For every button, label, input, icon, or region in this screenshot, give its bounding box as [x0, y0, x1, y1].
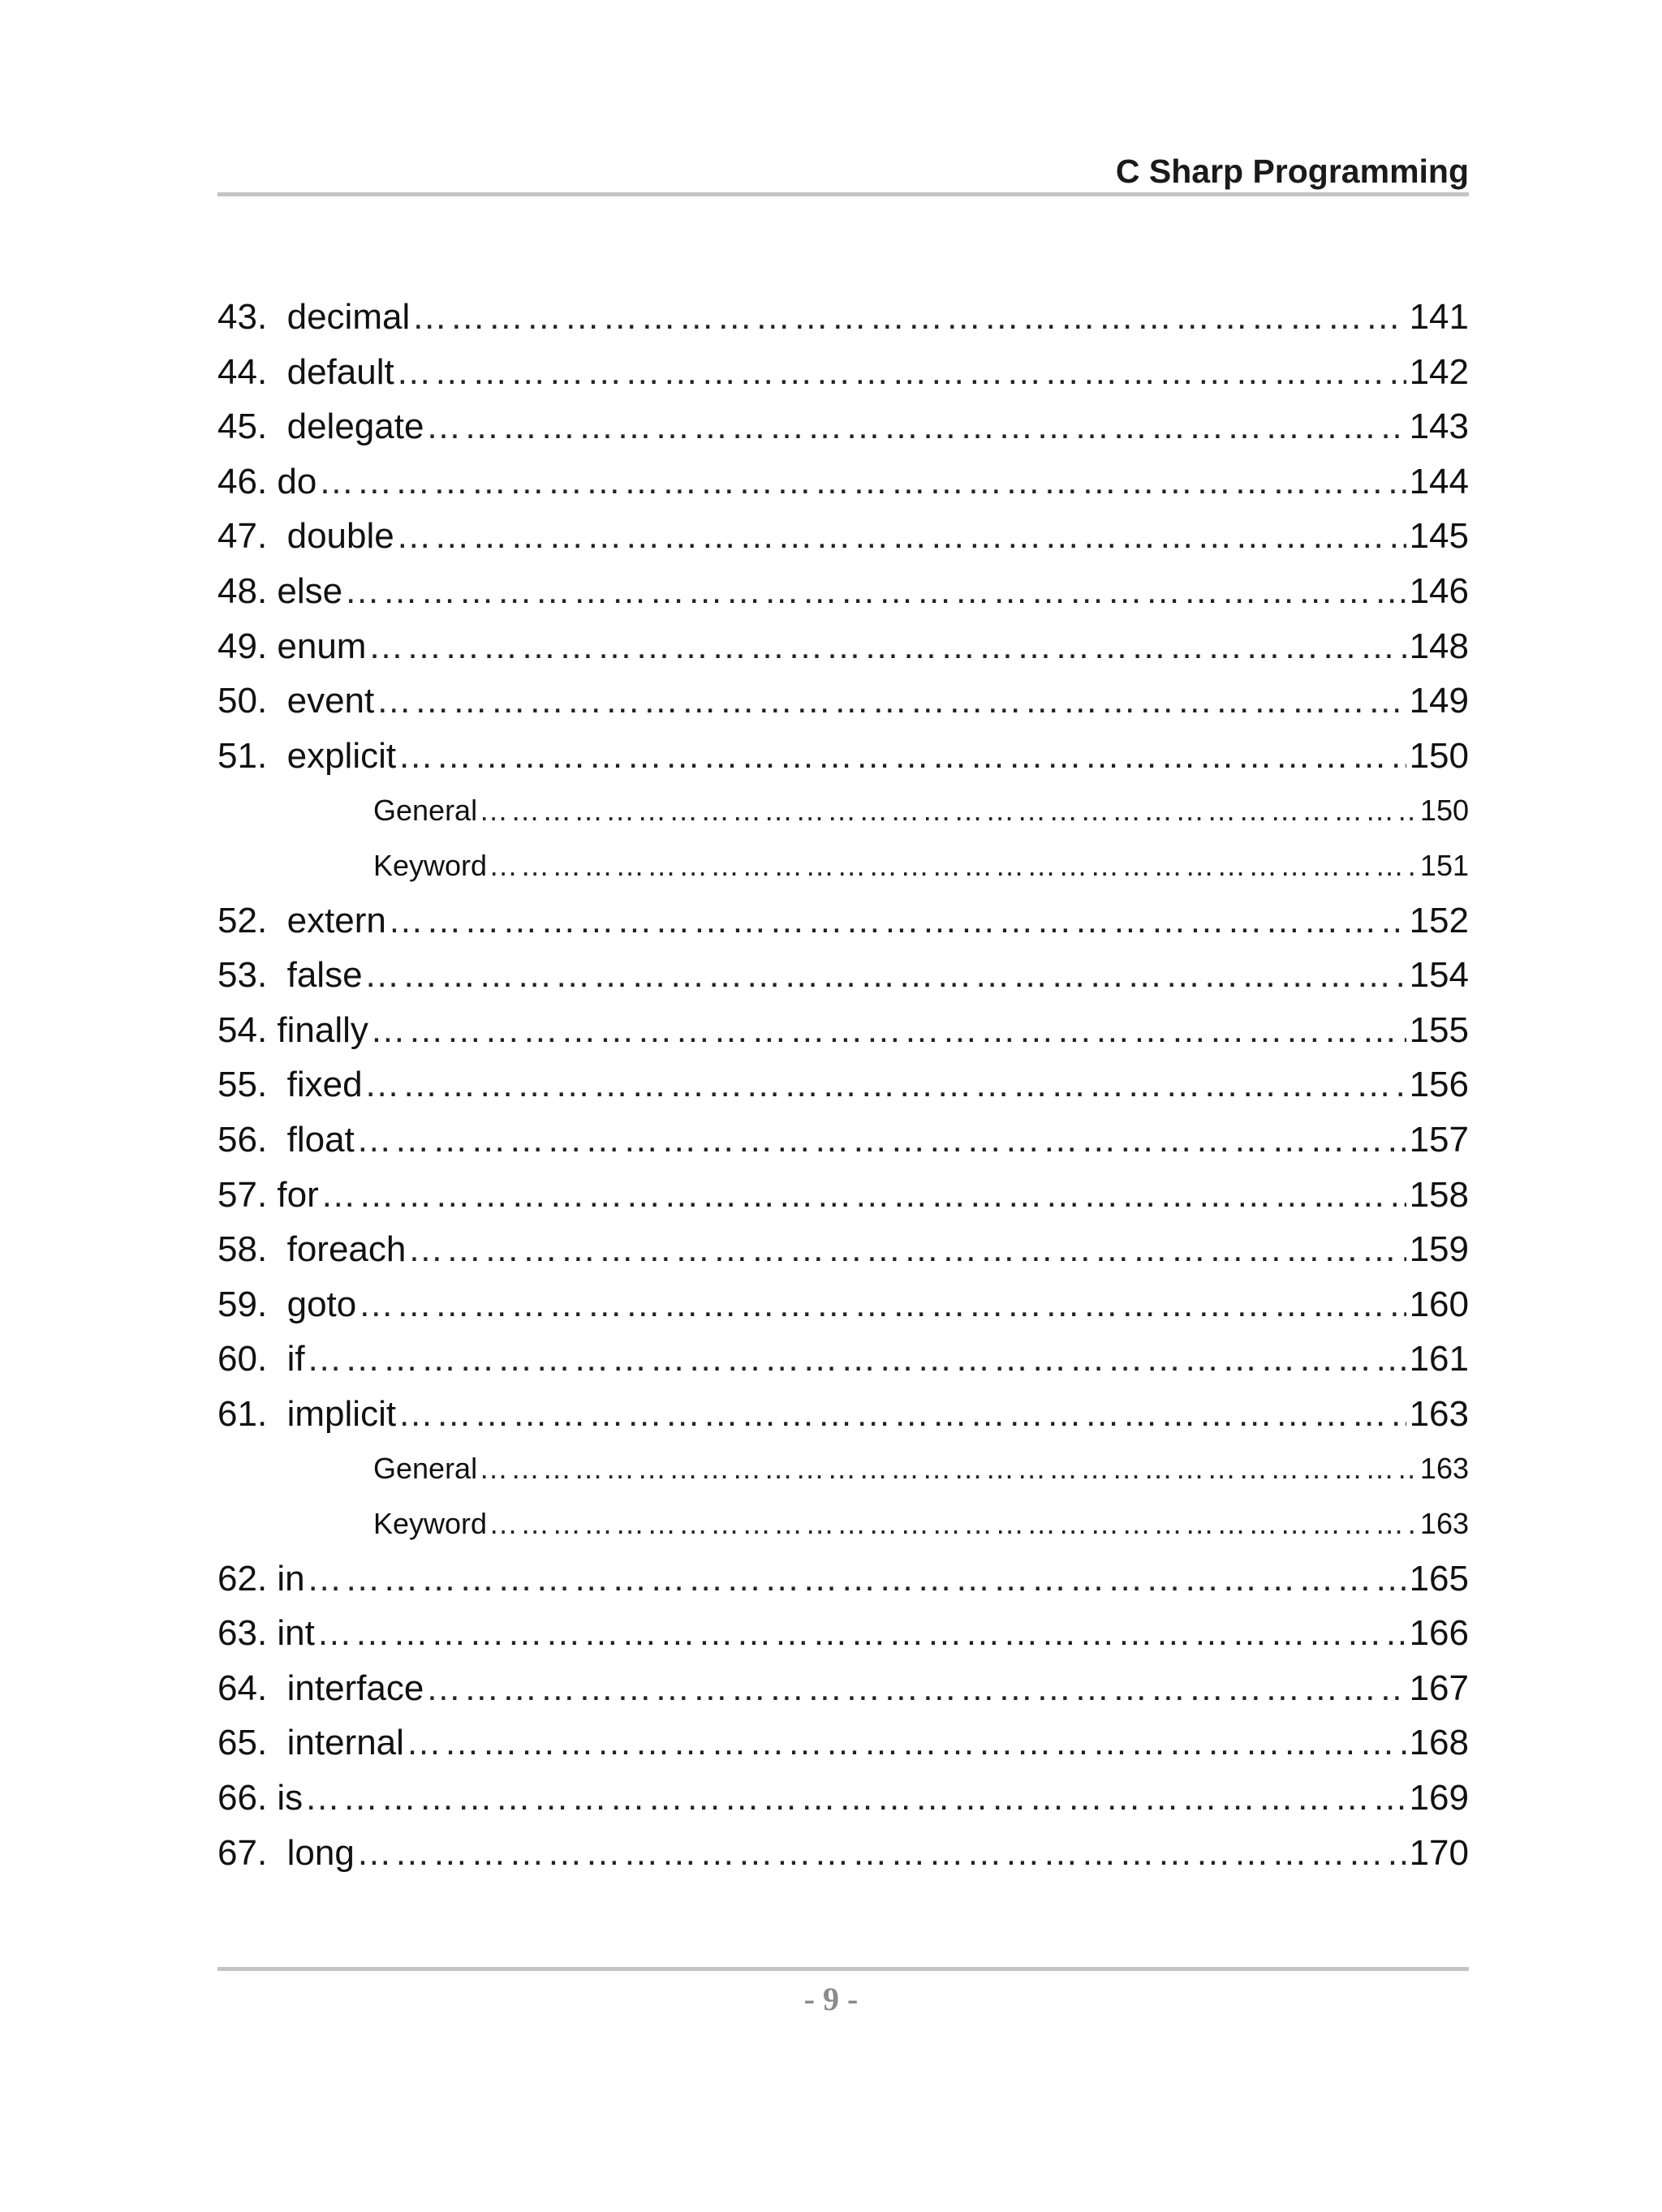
toc-entry — [217, 1606, 1469, 1661]
toc-entry — [217, 290, 1469, 345]
dot-leader — [398, 729, 1406, 784]
toc-entry — [217, 454, 1469, 510]
toc-subentry — [217, 838, 1469, 893]
toc-entry-label: 53. false — [217, 955, 363, 996]
toc-entry-page: 169 — [1409, 1778, 1469, 1818]
toc-entry-label: 47. double — [217, 516, 394, 557]
toc-entry-page: 165 — [1409, 1558, 1469, 1599]
dot-leader — [425, 1661, 1406, 1716]
toc-entry-label: 60. if — [217, 1339, 305, 1379]
toc-entry — [217, 1277, 1469, 1332]
footer-rule — [217, 1967, 1469, 1971]
toc-entry-label: Keyword — [373, 1507, 488, 1541]
dot-leader — [356, 1826, 1406, 1881]
page-number: - 9 - — [803, 1981, 859, 2017]
toc-entry-label: 67. long — [217, 1832, 355, 1873]
toc-entry-page: 163 — [1419, 1507, 1469, 1541]
toc-entry-page: 155 — [1409, 1009, 1469, 1050]
toc-entry — [217, 619, 1469, 674]
toc-entry-label: General — [373, 794, 478, 828]
dot-leader — [489, 838, 1417, 893]
toc-entry-label: 52. extern — [217, 900, 386, 940]
toc-entry-label: 65. internal — [217, 1723, 404, 1763]
dot-leader — [407, 1222, 1406, 1277]
toc-entry — [217, 1057, 1469, 1112]
dot-leader — [479, 1441, 1417, 1496]
toc-entry-page: 160 — [1409, 1284, 1469, 1324]
dot-leader — [307, 1332, 1406, 1387]
toc-entry — [217, 345, 1469, 400]
dot-leader — [344, 564, 1406, 619]
toc-entry-label: Keyword — [373, 848, 488, 882]
toc-entry-label: 56. float — [217, 1119, 355, 1160]
toc-entry — [217, 948, 1469, 1003]
toc-entry — [217, 564, 1469, 619]
toc-entry-label: 62. in — [217, 1558, 305, 1599]
toc-entry-page: 156 — [1409, 1065, 1469, 1105]
toc-entry-label: 50. event — [217, 681, 375, 721]
toc-subentry — [217, 1496, 1469, 1551]
dot-leader — [376, 673, 1406, 729]
toc-subentry — [217, 783, 1469, 838]
toc-entry-page: 163 — [1419, 1452, 1469, 1486]
dot-leader — [318, 454, 1406, 510]
dot-leader — [406, 1715, 1406, 1771]
toc-entry-label: 63. int — [217, 1613, 315, 1654]
toc-entry-page: 149 — [1409, 681, 1469, 721]
dot-leader — [316, 1606, 1406, 1661]
dot-leader — [304, 1771, 1406, 1826]
toc-entry — [217, 1826, 1469, 1881]
toc-entry-page: 141 — [1409, 297, 1469, 337]
dot-leader — [356, 1112, 1406, 1168]
toc-entry — [217, 1168, 1469, 1223]
toc-entry — [217, 1112, 1469, 1168]
dot-leader — [358, 1277, 1406, 1332]
dot-leader — [321, 1168, 1406, 1223]
toc-entry-page: 168 — [1409, 1723, 1469, 1763]
toc-entry-page: 167 — [1409, 1668, 1469, 1708]
header-rule — [217, 192, 1469, 196]
toc-entry-label: 48. else — [217, 570, 343, 611]
toc-entry — [217, 729, 1469, 784]
toc-entry — [217, 1551, 1469, 1607]
toc-entry-page: 148 — [1409, 626, 1469, 666]
toc-entry-label: 46. do — [217, 461, 317, 501]
toc-entry-page: 143 — [1409, 407, 1469, 447]
toc-entry-label: 51. explicit — [217, 735, 397, 776]
toc-entry-label: 58. foreach — [217, 1229, 407, 1270]
toc-entry-label: 49. enum — [217, 626, 367, 666]
toc-entry-page: 161 — [1409, 1339, 1469, 1379]
toc-entry-page: 150 — [1409, 735, 1469, 776]
toc-subentry — [217, 1441, 1469, 1496]
toc-entry-label: 44. default — [217, 351, 394, 392]
dot-leader — [364, 1057, 1406, 1112]
toc-entry — [217, 1003, 1469, 1058]
toc-entry — [217, 673, 1469, 729]
running-header-title: C Sharp Programming — [1115, 153, 1469, 190]
dot-leader — [396, 345, 1406, 400]
toc-entry — [217, 399, 1469, 454]
dot-leader — [425, 399, 1406, 454]
toc-entry-label: 55. fixed — [217, 1065, 363, 1105]
toc-entry — [217, 1661, 1469, 1716]
toc-entry — [217, 1387, 1469, 1442]
toc-entry — [217, 1771, 1469, 1826]
toc-entry-page: 163 — [1409, 1393, 1469, 1434]
toc-entry-page: 151 — [1419, 848, 1469, 882]
toc-entry-label: 61. implicit — [217, 1393, 397, 1434]
toc-entry-page: 145 — [1409, 516, 1469, 557]
dot-leader — [388, 893, 1406, 949]
toc-entry-label: 59. goto — [217, 1284, 357, 1324]
toc-entry-label: 43. decimal — [217, 297, 411, 337]
toc-entry-page: 158 — [1409, 1174, 1469, 1215]
dot-leader — [411, 290, 1406, 345]
toc-entry-page: 170 — [1409, 1832, 1469, 1873]
toc-entry-page: 152 — [1409, 900, 1469, 940]
toc-entry-label: 57. for — [217, 1174, 319, 1215]
toc-entry-label: 66. is — [217, 1778, 304, 1818]
toc-entry-page: 154 — [1409, 955, 1469, 996]
toc-entry-label: 54. finally — [217, 1009, 368, 1050]
toc-entry — [217, 1222, 1469, 1277]
dot-leader — [364, 948, 1406, 1003]
dot-leader — [370, 1003, 1406, 1058]
dot-leader — [489, 1496, 1417, 1551]
table-of-contents — [217, 290, 1469, 1880]
toc-entry — [217, 1332, 1469, 1387]
toc-entry — [217, 1715, 1469, 1771]
toc-entry — [217, 893, 1469, 949]
toc-entry-page: 159 — [1409, 1229, 1469, 1270]
toc-entry-page: 150 — [1419, 794, 1469, 828]
toc-entry-label: 45. delegate — [217, 407, 424, 447]
toc-entry-page: 166 — [1409, 1613, 1469, 1654]
dot-leader — [396, 509, 1406, 564]
dot-leader — [368, 619, 1406, 674]
toc-entry-page: 142 — [1409, 351, 1469, 392]
toc-entry-page: 157 — [1409, 1119, 1469, 1160]
toc-entry-label: 64. interface — [217, 1668, 424, 1708]
dot-leader — [307, 1551, 1406, 1607]
toc-entry-page: 146 — [1409, 570, 1469, 611]
dot-leader — [479, 783, 1417, 838]
dot-leader — [398, 1387, 1406, 1442]
toc-entry-page: 144 — [1409, 461, 1469, 501]
toc-entry — [217, 509, 1469, 564]
toc-entry-label: General — [373, 1452, 478, 1486]
